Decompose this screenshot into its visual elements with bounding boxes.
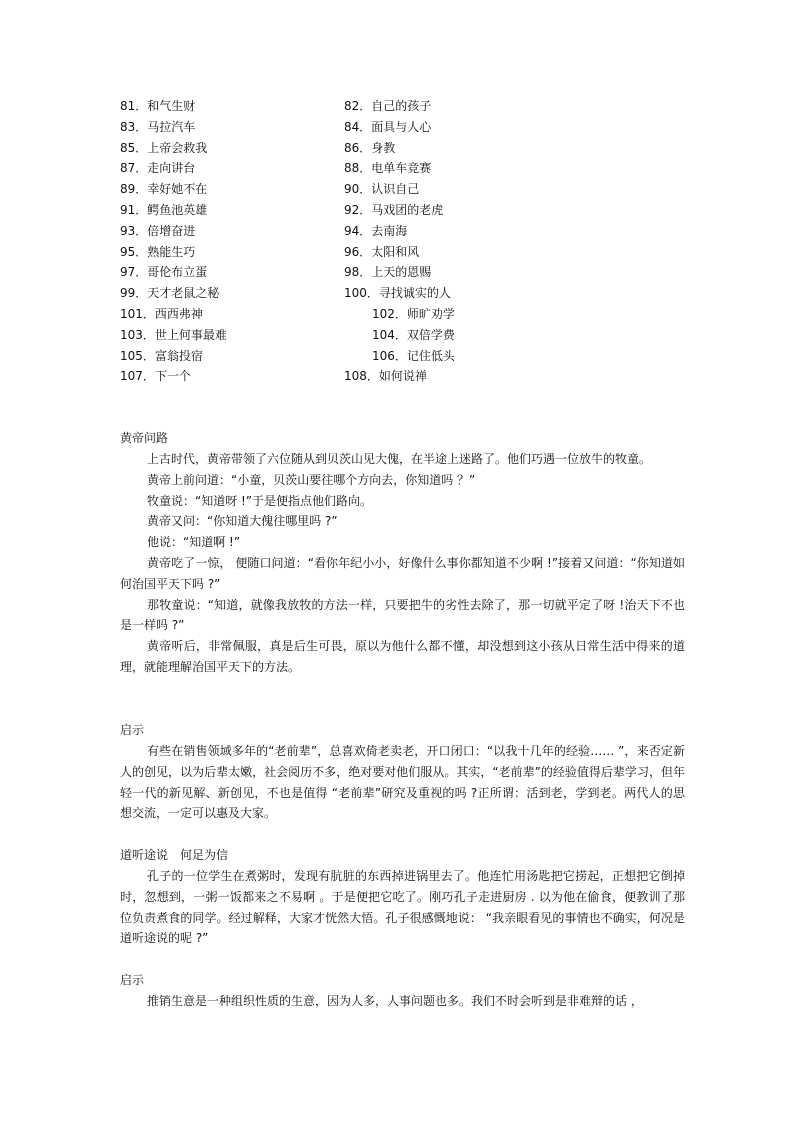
index-row [120,283,700,304]
lesson-paragraph: 有些在销售领域多年的“老前辈”，总喜欢倚老卖老，开口闭口：“以我十几年的经验…… ”，来否定新人的创见，以为后辈太嫩，社会阅历不多，绝对要对他们服从。其实，“老前辈”的经验值得后辈学习，但年轻一代的新见解、新创见，不也是值得 “老前辈”研究及重视的吗 ?正所谓：活到老，学到老。两代人的思想交流，一定可以惠及大家。 [120,744,685,821]
story-paragraph: 那牧童说：“知道，就像我放牧的方法一样，只要把牛的劣性去除了，那一切就平定了呀 !治天下不也是一样吗 ?” [120,597,685,633]
index-row [120,242,700,263]
index-item: 107．下一个 [120,369,191,384]
index-row [120,221,700,242]
index-item: 105．富翁投宿 [120,348,203,363]
story-paragraph: 上古时代，黄帝带领了六位随从到贝茨山见大傀，在半途上迷路了。他们巧遇一位放牛的牧童。 [147,452,652,466]
story-paragraph: 黄帝吃了一惊， 便随口问道：“看你年纪小小，好像什么事你都知道不少啊 !”接着又问道：“你知道如何治国平天下吗 ?” [120,555,685,591]
story-paragraph: 他说：“知道啊 !” [147,535,241,550]
index-item: 96．太阳和风 [344,244,420,259]
story-title: 黄帝问路 [120,431,169,445]
index-row [120,138,700,159]
index-item: 98．上天的恩赐 [344,265,432,280]
index-item: 89．幸好她不在 [120,182,208,197]
index-item: 99．天才老鼠之秘 [120,286,220,301]
index-item: 95．熟能生巧 [120,244,196,259]
lesson-title: 启示 [120,723,145,737]
lesson-paragraph: 推销生意是一种组织性质的生意，因为人多，人事问题也多。我们不时会听到是非难辩的话 ， [147,994,643,1008]
index-row [120,346,700,367]
index-row [120,200,700,221]
index-item: 85．上帝会救我 [120,140,208,155]
index-row [120,262,700,283]
index-item: 100．寻找诚实的人 [344,286,451,301]
story-title: 道听途说 何足为信 [120,848,229,862]
index-item: 83．马拉汽车 [120,119,196,134]
index-item: 86．身教 [344,140,396,155]
story-lesson [120,720,685,824]
story-index [120,96,700,387]
lesson-title: 启示 [120,973,145,987]
index-item: 101．西西弗神 [120,306,203,321]
index-row [120,179,700,200]
index-item: 94．去南海 [344,223,408,238]
index-row [120,96,700,117]
index-item: 104．双倍学费 [372,327,455,342]
index-row [120,304,700,325]
story-paragraph: 黄帝听后，非常佩服，真是后生可畏，原以为他什么都不懂，却没想到这小孩从日常生活中得来的道理，就能理解治国平天下的方法。 [120,639,685,674]
story-lesson [120,970,685,1012]
story-huangdi [120,428,685,678]
index-item: 103．世上何事最难 [120,327,227,342]
story-paragraph: 黄帝又问：“你知道大傀往哪里吗 ?” [147,514,338,529]
index-item: 106．记住低头 [372,348,455,363]
story-paragraph: 黄帝上前问道：“小童，贝茨山要往哪个方向去，你知道吗 ？” [147,472,476,487]
index-item: 90．认识自己 [344,182,420,197]
index-item: 91．鳄鱼池英雄 [120,202,208,217]
index-item: 108．如何说禅 [344,369,427,384]
index-item: 81．和气生财 [120,99,196,113]
index-item: 88．电单车竞赛 [344,161,432,176]
story-daoting [120,845,685,949]
index-item: 92．马戏团的老虎 [344,202,444,217]
index-item: 102．师旷劝学 [372,306,455,321]
index-item: 87．走向讲台 [120,161,196,176]
index-row [120,117,700,138]
index-item: 93．倍增奋进 [120,223,196,238]
index-item: 84．面具与人心 [344,119,432,134]
index-row [120,325,700,346]
index-item: 82．自己的孩子 [344,99,432,113]
story-paragraph: 孔子的一位学生在煮粥时，发现有肮脏的东西掉进锅里去了。他连忙用汤匙把它捞起，正想把它倒掉时，忽想到，一粥一饭都来之不易啊 。于是便把它吃了。刚巧孔子走进厨房 . 以为他在偷食，便教训了那位负责煮食的同学。经过解释，大家才恍然大悟。孔子很感慨地说： “我亲眼看见的事情也不确实，何况是道听途说的呢 ?” [120,869,685,946]
index-row [120,158,700,179]
index-item: 97．哥伦布立蛋 [120,265,208,280]
story-paragraph: 牧童说：“知道呀 !”于是便指点他们路向。 [147,493,373,508]
index-row [120,366,700,387]
